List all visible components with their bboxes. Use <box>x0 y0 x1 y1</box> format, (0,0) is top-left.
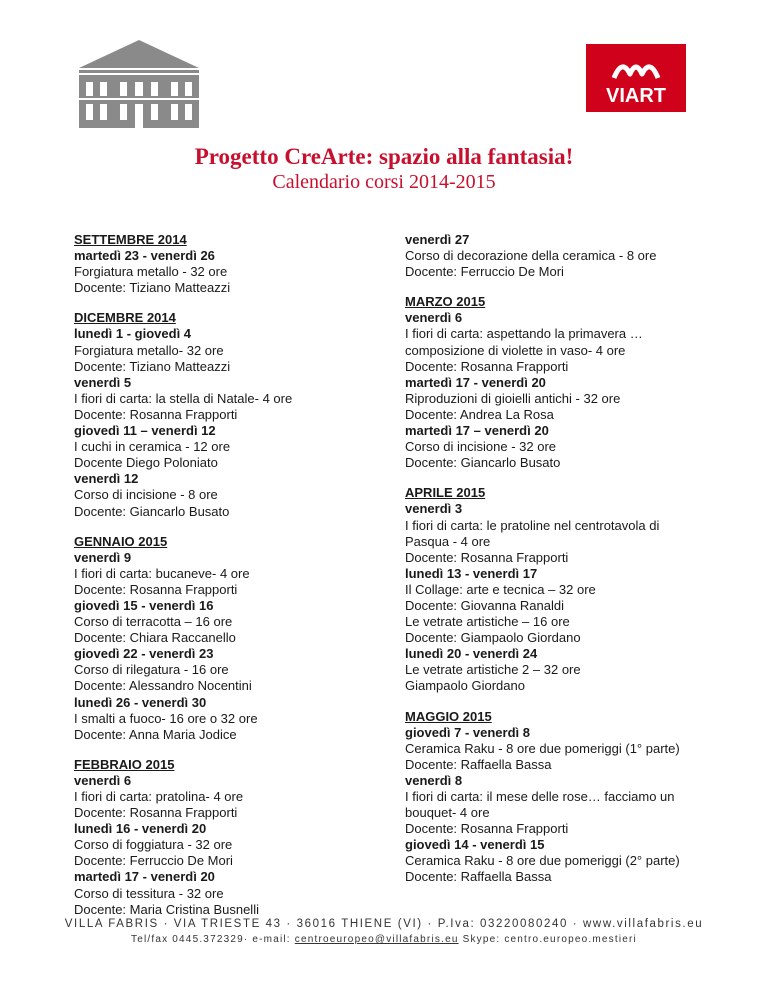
course-info: I fiori di carta: aspettando la primavera … <box>405 326 643 342</box>
villa-fabris-logo-icon <box>74 40 204 128</box>
course-date: venerdì 6 <box>405 310 463 326</box>
course-info: Le vetrate artistiche 2 – 32 ore <box>405 662 581 678</box>
course-info: bouquet- 4 ore <box>405 805 490 821</box>
month-heading: APRILE 2015 <box>405 485 486 501</box>
course-info: Forgiatura metallo - 32 ore <box>74 264 228 280</box>
page-title: Progetto CreArte: spazio alla fantasia! <box>194 144 574 169</box>
course-info: I fiori di carta: la stella di Natale- 4 ore <box>74 390 293 406</box>
course-date: venerdì 12 <box>74 471 139 487</box>
course-info: Pasqua - 4 ore <box>405 533 491 549</box>
course-date: venerdì 6 <box>74 772 132 788</box>
left-column <box>74 232 374 918</box>
course-info: composizione di violette in vaso- 4 ore <box>405 342 626 358</box>
month-heading: MARZO 2015 <box>405 294 486 310</box>
course-info: Il Collage: arte e tecnica – 32 ore <box>405 581 596 597</box>
course-info: Corso di incisione - 32 ore <box>405 439 557 455</box>
course-date: giovedì 11 – venerdì 12 <box>74 423 216 439</box>
course-date: lunedì 26 - venerdì 30 <box>74 694 207 710</box>
course-info: Ceramica Raku - 8 ore due pomeriggi (2° parte) <box>405 853 680 869</box>
spacer <box>405 471 705 485</box>
course-date: lunedì 16 - venerdì 20 <box>74 821 207 837</box>
course-info: Docente: Giampaolo Giordano <box>405 630 581 646</box>
month-heading: DICEMBRE 2014 <box>74 310 176 326</box>
course-info: Docente: Rosanna Frapporti <box>405 358 569 374</box>
page-subtitle: Calendario corsi 2014-2015 <box>272 171 496 193</box>
course-date: martedì 17 – venerdì 20 <box>405 423 549 439</box>
course-info: Docente: Giovanna Ranaldi <box>405 597 564 613</box>
course-info: I smalti a fuoco- 16 ore o 32 ore <box>74 710 258 726</box>
course-info: I fiori di carta: il mese delle rose… facciamo un <box>405 789 675 804</box>
course-info: I fiori di carta: le pratoline nel centrotavola di <box>405 517 660 533</box>
course-info: Docente: Rosanna Frapporti <box>74 581 238 597</box>
course-info: Forgiatura metallo- 32 ore <box>74 342 224 358</box>
course-info: Riproduzioni di gioielli antichi - 32 ore <box>405 390 621 406</box>
course-info: Docente: Ferruccio De Mori <box>74 853 233 869</box>
course-info: Giampaolo Giordano <box>405 678 525 694</box>
course-info: Docente: Maria Cristina Busnelli <box>74 901 259 917</box>
course-date: martedì 17 - venerdì 20 <box>74 869 215 885</box>
course-date: venerdì 8 <box>405 772 463 788</box>
month-heading: SETTEMBRE 2014 <box>74 232 187 247</box>
right-column <box>405 232 705 886</box>
month-heading: FEBBRAIO 2015 <box>74 756 175 772</box>
course-date: giovedì 15 - venerdì 16 <box>74 597 214 613</box>
course-date: venerdì 9 <box>74 549 132 565</box>
course-date: venerdì 5 <box>74 374 132 390</box>
course-info: Corso di terracotta – 16 ore <box>74 614 233 630</box>
course-info: Corso di rilegatura - 16 ore <box>74 662 229 678</box>
course-info: Docente: Ferruccio De Mori <box>405 264 564 280</box>
course-info: Corso di incisione - 8 ore <box>74 487 218 503</box>
course-info: I cuchi in ceramica - 12 ore <box>74 439 231 455</box>
course-date: giovedì 14 - venerdì 15 <box>405 837 545 853</box>
course-info: Docente: Tiziano Matteazzi <box>74 358 231 374</box>
course-info: Docente: Tiziano Matteazzi <box>74 280 231 296</box>
course-info: Docente: Raffaella Bassa <box>405 756 552 772</box>
course-date: lunedì 20 - venerdì 24 <box>405 646 538 662</box>
spacer <box>74 296 374 310</box>
course-info: Docente: Alessandro Nocentini <box>74 678 252 694</box>
course-info: I fiori di carta: pratolina- 4 ore <box>74 789 244 804</box>
course-info: Corso di decorazione della ceramica - 8 ore <box>405 248 657 264</box>
course-info: Corso di foggiatura - 32 ore <box>74 837 233 853</box>
course-date: giovedì 22 - venerdì 23 <box>74 646 214 662</box>
spacer <box>74 520 374 534</box>
course-info: Docente: Rosanna Frapporti <box>74 406 238 422</box>
month-heading: MAGGIO 2015 <box>405 708 492 724</box>
course-info: Docente: Anna Maria Jodice <box>74 726 237 742</box>
course-info: Docente: Andrea La Rosa <box>405 406 554 422</box>
course-info: Docente: Rosanna Frapporti <box>405 821 569 837</box>
course-info: Docente Diego Poloniato <box>74 455 218 471</box>
spacer <box>405 695 705 709</box>
course-info: Docente: Giancarlo Busato <box>74 503 230 519</box>
spacer <box>405 280 705 294</box>
course-info: I fiori di carta: bucaneve- 4 ore <box>74 565 250 581</box>
viart-logo-icon <box>586 44 686 112</box>
footer-address: VILLA FABRIS · VIA TRIESTE 43 · 36016 THIENE (VI) · P.Iva: 03220080240 · www.villafabris.eu <box>64 918 704 930</box>
spacer <box>74 743 374 757</box>
course-info: Le vetrate artistiche – 16 ore <box>405 614 570 630</box>
course-info: Docente: Raffaella Bassa <box>405 869 552 885</box>
course-date: giovedì 7 - venerdì 8 <box>405 724 530 740</box>
course-date: lunedì 1 - giovedì 4 <box>74 326 192 342</box>
course-date: martedì 23 - venerdì 26 <box>74 248 215 264</box>
course-info: Docente: Giancarlo Busato <box>405 455 561 471</box>
course-date: venerdì 3 <box>405 501 463 517</box>
course-date: martedì 17 - venerdì 20 <box>405 374 546 390</box>
footer-email-link[interactable]: centroeuropeo@villafabris.eu <box>294 934 459 945</box>
footer-contacts <box>0 934 768 945</box>
month-heading: GENNAIO 2015 <box>74 533 168 549</box>
viart-logo-text: VIART <box>606 85 666 107</box>
course-info: Ceramica Raku - 8 ore due pomeriggi (1° parte) <box>405 740 680 756</box>
course-info: Corso di tessitura - 32 ore <box>74 885 224 901</box>
course-info: Docente: Rosanna Frapporti <box>74 805 238 821</box>
footer-phone: Tel/fax 0445.372329· e-mail: <box>131 934 295 945</box>
course-date: lunedì 13 - venerdì 17 <box>405 565 538 581</box>
course-date: venerdì 27 <box>405 232 470 247</box>
course-info: Docente: Chiara Raccanello <box>74 630 236 646</box>
footer-skype: Skype: centro.europeo.mestieri <box>458 934 637 945</box>
course-info: Docente: Rosanna Frapporti <box>405 549 569 565</box>
